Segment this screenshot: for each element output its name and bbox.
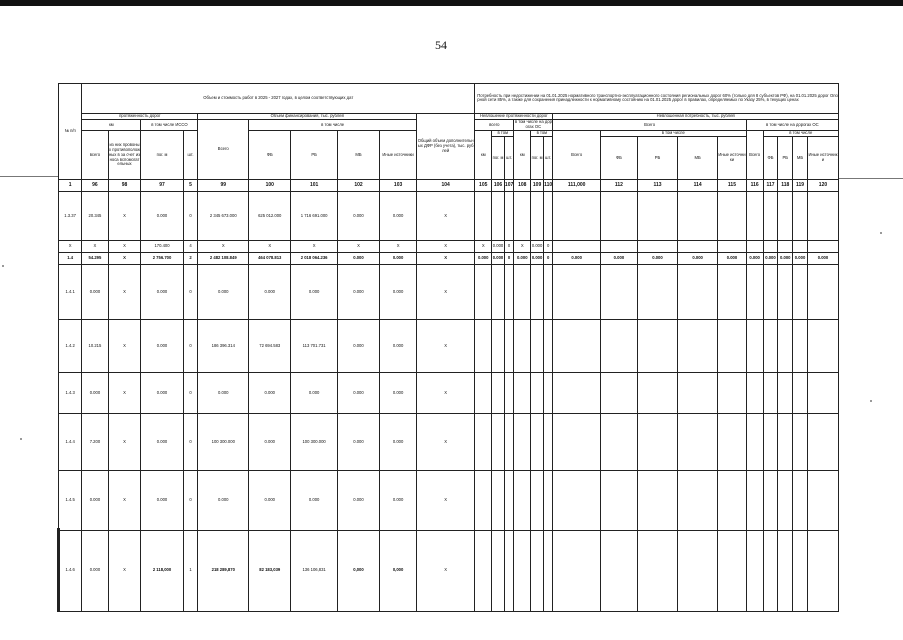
header-km-a: км (475, 130, 492, 179)
cell: 2 (183, 253, 198, 264)
col-number: 107 (504, 180, 514, 191)
cell-id: 1.4.5 (59, 470, 82, 530)
cell: 113 701.731 (291, 320, 337, 373)
cell: 0.000 (492, 241, 505, 253)
col-number: 102 (337, 180, 379, 191)
header-fin-vsego: Всего (553, 130, 601, 179)
cell: 0.000 (475, 253, 492, 264)
header-incl-os2: в том числе на дорогах ОС (746, 120, 838, 131)
cell-id: 1.4.4 (59, 414, 82, 471)
cell: 1 716 691.000 (291, 191, 337, 240)
cell: 0.000 (141, 191, 183, 240)
header-incl-b: в том (531, 130, 553, 136)
header-total-word: всего (82, 130, 108, 179)
cell: 1 (183, 530, 198, 611)
table-row (59, 530, 839, 611)
header-pcs: шт. (183, 130, 198, 179)
col-number: 117 (763, 180, 778, 191)
cell: 2 345 673.000 (198, 191, 249, 240)
header-km: км (82, 120, 141, 131)
cell: 0.000 (380, 372, 417, 413)
cell: 0 (183, 470, 198, 530)
scan-speck (870, 400, 872, 402)
header-fin-all: Всего (553, 120, 746, 131)
header-lin-m: пог. м (141, 130, 183, 179)
cell: 0.000 (337, 191, 379, 240)
table-row (59, 470, 839, 530)
cell: 0,000 (380, 530, 417, 611)
cell: 0.000 (778, 253, 793, 264)
cell: Х (417, 372, 475, 413)
col-number: 97 (141, 180, 183, 191)
col-number: 116 (746, 180, 763, 191)
cell: 0.000 (82, 470, 108, 530)
cell: 0 (543, 253, 553, 264)
header-row-number: № п/п (59, 84, 82, 180)
cell: Х (82, 241, 108, 253)
scan-speck (880, 232, 882, 234)
cell: 0.000 (380, 264, 417, 320)
col-number: 120 (807, 180, 838, 191)
header-os-mb: МБ (793, 137, 808, 180)
cell: Х (380, 241, 417, 253)
cell: 0.000 (249, 264, 291, 320)
cell: 7.200 (82, 414, 108, 471)
cell: 54.295 (82, 253, 108, 264)
cell: 100 300.000 (291, 414, 337, 471)
col-number: 5 (183, 180, 198, 191)
header-unfunded-length: Невлошение протяженности дорог (475, 113, 553, 119)
cell: Х (417, 253, 475, 264)
right-scan-line (839, 178, 903, 179)
cell: 0.000 (337, 264, 379, 320)
cell: 0 (543, 241, 553, 253)
col-number: 1 (59, 180, 82, 191)
cell: 0.000 (337, 320, 379, 373)
cell: 0.000 (531, 253, 544, 264)
cell: Х (108, 530, 141, 611)
header-fin-including: в том числе (600, 130, 746, 136)
header-fin-fb: ФБ (600, 137, 637, 180)
top-border (0, 0, 903, 6)
col-number: 109 (531, 180, 544, 191)
cell: 0,000 (337, 530, 379, 611)
cell: 0.000 (380, 470, 417, 530)
cell: Х (108, 241, 141, 253)
cell: Х (417, 191, 475, 240)
cell: Х (514, 241, 531, 253)
header-rb: РБ (291, 130, 337, 179)
cell: 0 (183, 264, 198, 320)
cell: 170.400 (141, 241, 183, 253)
header-incl-rsdo: в том числе ИССО (141, 120, 198, 131)
header-total-volume: Общий объем дополнительных ДФР (без учета), тыс. рублей (417, 113, 475, 180)
header-other: Иные источники (380, 130, 417, 179)
cell: 0 (183, 414, 198, 471)
cell: 0.000 (793, 253, 808, 264)
col-number: 113 (637, 180, 677, 191)
cell: 0.000 (337, 372, 379, 413)
cell: 0.000 (291, 372, 337, 413)
cell: 82 183,039 (249, 530, 291, 611)
col-number: 98 (108, 180, 141, 191)
column-number-row (59, 180, 839, 191)
col-number: 103 (380, 180, 417, 191)
cell: Х (417, 530, 475, 611)
col-number: 99 (198, 180, 249, 191)
header-fin-rb: РБ (637, 137, 677, 180)
cell: 0.000 (514, 253, 531, 264)
cell: 20.345 (82, 191, 108, 240)
cell: 0.000 (718, 253, 747, 264)
cell: 0.000 (380, 414, 417, 471)
cell: 0 (504, 253, 514, 264)
scan-speck (2, 265, 4, 267)
cell: 0.000 (763, 253, 778, 264)
cell: 72 694.583 (249, 320, 291, 373)
cell: 0.000 (291, 470, 337, 530)
header-pcs-b: шт. (543, 137, 553, 180)
cell: 0.000 (337, 414, 379, 471)
col-number: 108 (514, 180, 531, 191)
header-incl-os: в том числе на дорогах ОС (514, 119, 552, 129)
cell: 0 (504, 241, 514, 253)
table-row (59, 264, 839, 320)
scan-speck (20, 438, 22, 440)
cell: 0.000 (746, 253, 763, 264)
cell: 186 396.314 (198, 320, 249, 373)
header-need: Потребность при недостижении на 01.01.2025 нормативного транспортно-эксплуатационного состояния региональных дорог 60% (только для 8 субъектов РФ), на 01.01.2025 дорог Опорной сети 85%, а также для сохранения принадлежности к нормативному состоянию на 01.01.2025 дорог в правилах, определяемых по Указу 25%, в текущих ценах (475, 84, 839, 114)
cell: 0.000 (82, 372, 108, 413)
cell: 2 018 064.236 (291, 253, 337, 264)
cell: 0.000 (380, 191, 417, 240)
cell: Х (417, 470, 475, 530)
col-number: 119 (793, 180, 808, 191)
cell: Х (108, 470, 141, 530)
header-all: всего (475, 120, 514, 131)
cell: 0.000 (637, 253, 677, 264)
header-volumes: Объем и стоимость работ в 2025 - 2027 годах, в целом соответствующих дат (82, 84, 475, 114)
header-including: в том числе (249, 120, 417, 131)
cell: 0 (183, 320, 198, 373)
cell: Х (108, 253, 141, 264)
header-incl-a: в том (492, 130, 514, 136)
header-pcs-a: шт. (504, 137, 514, 180)
cell: 0.000 (198, 470, 249, 530)
table-row (59, 253, 839, 264)
cell: 0.000 (337, 470, 379, 530)
cell: 0.000 (807, 253, 838, 264)
cell: 625 012.000 (249, 191, 291, 240)
cell: 0.000 (531, 241, 544, 253)
header-mb: МБ (337, 130, 379, 179)
header-os-vsego: Всего (746, 130, 763, 179)
col-number: 100 (249, 180, 291, 191)
cell: Х (198, 241, 249, 253)
cell-id: 1.4.3 (59, 372, 82, 413)
cell: 218 289,870 (198, 530, 249, 611)
cell: 0.000 (678, 253, 718, 264)
cell: Х (417, 320, 475, 373)
cell: 0.000 (380, 320, 417, 373)
cell: Х (108, 191, 141, 240)
header-fin-mb: МБ (678, 137, 718, 180)
cell-id: 1.4.6 (59, 530, 82, 611)
col-number: 101 (291, 180, 337, 191)
col-number: 118 (778, 180, 793, 191)
table-row (59, 372, 839, 413)
header-vsego: Всего (198, 120, 249, 180)
cell: 0.000 (141, 320, 183, 373)
cell-id: 1.4.2 (59, 320, 82, 373)
header-lin-m-b: пог. м (531, 137, 544, 180)
cell: 0 (183, 372, 198, 413)
cell: 10.215 (82, 320, 108, 373)
cell: Х (108, 320, 141, 373)
cell-id: 1.4 (59, 253, 82, 264)
cell-id: 1.4.1 (59, 264, 82, 320)
header-os-other: Иные источники (807, 137, 838, 180)
cell: 0.000 (600, 253, 637, 264)
cell: 136 106,831 (291, 530, 337, 611)
header-os-rb: РБ (778, 137, 793, 180)
cell-id: 1.3.37 (59, 191, 82, 240)
col-number: 104 (417, 180, 475, 191)
cell: Х (475, 241, 492, 253)
cell: 100 300.000 (198, 414, 249, 471)
cell: Х (108, 264, 141, 320)
cell: 0.000 (141, 372, 183, 413)
cell: Х (337, 241, 379, 253)
cell: Х (108, 372, 141, 413)
col-number: 115 (718, 180, 747, 191)
col-number: 111,000 (553, 180, 601, 191)
cell: 0.000 (249, 372, 291, 413)
header-lin-m-a: пог. м (492, 137, 505, 180)
cell: 0.000 (249, 470, 291, 530)
header-fin-other: Иные источники (718, 137, 747, 180)
header-road-length: протяженность дорог (82, 113, 198, 119)
cell: 0.000 (380, 253, 417, 264)
work-volume-table (58, 83, 839, 612)
cell: 0.000 (337, 253, 379, 264)
cell: 0.000 (141, 264, 183, 320)
cell: Х (417, 241, 475, 253)
cell: 0.000 (198, 264, 249, 320)
page-number: 54 (435, 38, 447, 52)
col-number: 96 (82, 180, 108, 191)
cell: 0.000 (492, 253, 505, 264)
cell: 0.000 (141, 470, 183, 530)
header-os-including: в том числе (763, 130, 838, 136)
cell: 0.000 (249, 414, 291, 471)
header-os-fb: ФБ (763, 137, 778, 180)
cell: 4 (183, 241, 198, 253)
left-scan-line (0, 176, 58, 177)
cell: Х (291, 241, 337, 253)
cell: 0.000 (82, 264, 108, 320)
table-row (59, 191, 839, 240)
cell: Х (417, 264, 475, 320)
col-number: 106 (492, 180, 505, 191)
cell: 0.000 (198, 372, 249, 413)
cell: 0 (183, 191, 198, 240)
table-row (59, 414, 839, 471)
table-row (59, 320, 839, 373)
cell: 0.000 (553, 253, 601, 264)
cell: 2 118,000 (141, 530, 183, 611)
cell-id: Х (59, 241, 82, 253)
cell: 2 756.700 (141, 253, 183, 264)
cell: 2 482 108.849 (198, 253, 249, 264)
header-incl-no-count: из них провоных противоположных в за счет износа вспомогательных (108, 130, 141, 179)
cell: 0.000 (291, 264, 337, 320)
col-number: 110 (543, 180, 553, 191)
cell: Х (249, 241, 291, 253)
cell: Х (108, 414, 141, 471)
col-number: 114 (678, 180, 718, 191)
header-unfunded-fin: Невлошенная потребность, тыс. рублей (553, 113, 839, 119)
cell: 0.000 (141, 414, 183, 471)
cell: 464 078.813 (249, 253, 291, 264)
header-km-b: км (514, 130, 531, 179)
col-number: 112 (600, 180, 637, 191)
cell: 0.000 (82, 530, 108, 611)
header-fb: ФБ (249, 130, 291, 179)
table-row (59, 241, 839, 253)
col-number: 105 (475, 180, 492, 191)
header-fin-volume: Объем финансирования, тыс. рублей (198, 113, 417, 119)
cell: Х (417, 414, 475, 471)
